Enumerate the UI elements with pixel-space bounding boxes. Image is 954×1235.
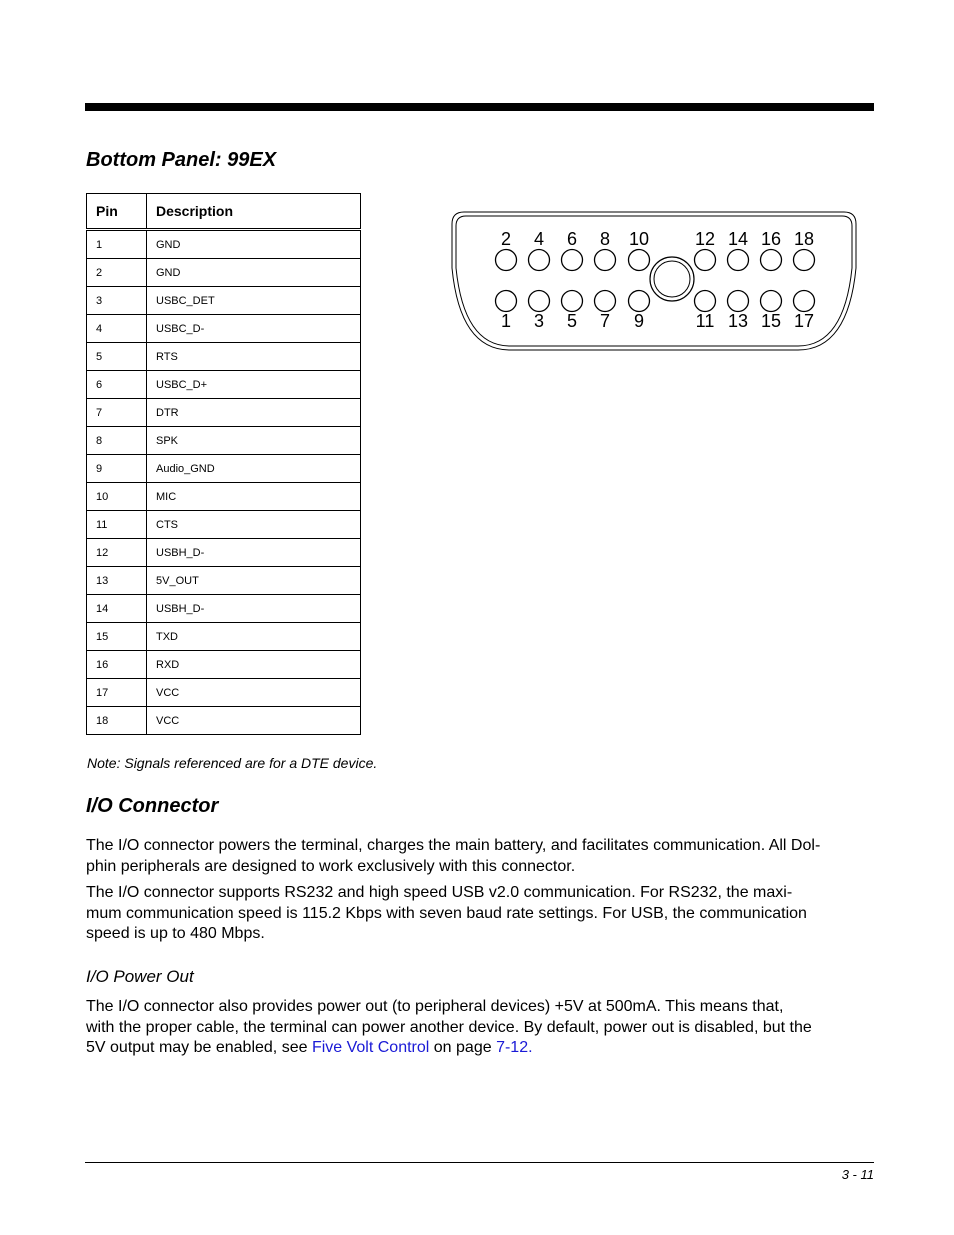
pin-number-cell: 3 [87, 287, 147, 315]
table-row [87, 623, 361, 651]
pin-number-cell: 12 [87, 539, 147, 567]
io-connector-paragraph-2 [86, 883, 878, 945]
power-line3-middle: on page [429, 1039, 497, 1056]
table-row [87, 455, 361, 483]
pin-description-cell: VCC [147, 679, 361, 707]
pin-label: 11 [695, 311, 715, 331]
pin-number-cell: 13 [87, 567, 147, 595]
pin-number-cell: 18 [87, 707, 147, 735]
pin-label: 15 [760, 311, 782, 331]
pin-number-cell: 11 [87, 511, 147, 539]
pin-hole [496, 291, 517, 312]
pin-description-cell: USBC_DET [147, 287, 361, 315]
pin-number-cell: 9 [87, 455, 147, 483]
five-volt-control-link[interactable]: Five Volt Control [311, 1039, 430, 1056]
pin-description-cell: GND [147, 230, 361, 259]
para2-line1: The I/O connector supports RS232 and high speed USB v2.0 communication. For RS232, the maxi- [86, 884, 793, 901]
pin-hole [562, 291, 583, 312]
pin-description-cell: VCC [147, 707, 361, 735]
pin-label: 3 [533, 311, 545, 331]
pin-description-cell: RTS [147, 343, 361, 371]
pin-label: 17 [793, 311, 815, 331]
pin-column-header: Pin [87, 194, 147, 230]
power-line1: The I/O connector also provides power out (to peripheral devices) +5V at 500mA. This means that, [86, 998, 784, 1015]
pin-label: 1 [500, 311, 512, 331]
io-connector-paragraph-1 [86, 836, 878, 877]
pin-number-cell: 16 [87, 651, 147, 679]
pin-hole [529, 291, 550, 312]
pin-description-cell: TXD [147, 623, 361, 651]
power-line3-prefix: 5V output may be enabled, see [86, 1039, 312, 1056]
section-title-bottom-panel: Bottom Panel: 99EX [86, 149, 277, 171]
pin-label: 13 [727, 311, 749, 331]
pin-label: 12 [694, 229, 716, 249]
top-rule [85, 103, 874, 111]
table-row [87, 230, 361, 259]
pin-number-cell: 17 [87, 679, 147, 707]
pin-number-cell: 14 [87, 595, 147, 623]
pin-hole [794, 250, 815, 271]
pin-hole [629, 291, 650, 312]
io-power-out-paragraph [86, 997, 878, 1059]
page-7-12-link[interactable]: 7-12. [496, 1039, 533, 1056]
pin-hole [728, 291, 749, 312]
table-note: Note: Signals referenced are for a DTE device. [87, 755, 378, 771]
table-row [87, 315, 361, 343]
table-row [87, 287, 361, 315]
pin-number-cell: 5 [87, 343, 147, 371]
pin-label: 5 [566, 311, 578, 331]
pin-table [86, 193, 361, 735]
pin-hole [629, 250, 650, 271]
pin-number-cell: 8 [87, 427, 147, 455]
pin-label: 18 [793, 229, 815, 249]
pin-description-cell: CTS [147, 511, 361, 539]
table-row [87, 539, 361, 567]
pin-hole [761, 250, 782, 271]
center-post [650, 257, 694, 301]
pin-label: 8 [599, 229, 611, 249]
table-row [87, 259, 361, 287]
pin-number-cell: 10 [87, 483, 147, 511]
pin-number-cell: 7 [87, 399, 147, 427]
para1-line1: The I/O connector powers the terminal, charges the main battery, and facilitates communication. All Dol- [86, 837, 821, 854]
pin-number-cell: 4 [87, 315, 147, 343]
description-column-header: Description [147, 194, 361, 230]
pin-hole [595, 250, 616, 271]
pin-label: 4 [533, 229, 545, 249]
pin-hole [595, 291, 616, 312]
table-row [87, 371, 361, 399]
table-row [87, 511, 361, 539]
pin-label: 9 [633, 311, 645, 331]
pin-hole [529, 250, 550, 271]
table-row [87, 707, 361, 735]
pin-hole [695, 250, 716, 271]
pin-hole [695, 291, 716, 312]
pin-description-cell: Audio_GND [147, 455, 361, 483]
pin-description-cell: GND [147, 259, 361, 287]
pin-label: 14 [727, 229, 749, 249]
pin-hole [728, 250, 749, 271]
table-row [87, 567, 361, 595]
pin-description-cell: SPK [147, 427, 361, 455]
table-row [87, 679, 361, 707]
table-row [87, 343, 361, 371]
pin-description-cell: RXD [147, 651, 361, 679]
pin-number-cell: 2 [87, 259, 147, 287]
pin-label: 10 [628, 229, 650, 249]
pin-description-cell: USBH_D- [147, 595, 361, 623]
pin-hole [496, 250, 517, 271]
pin-description-cell: 5V_OUT [147, 567, 361, 595]
table-row [87, 427, 361, 455]
pin-description-cell: USBC_D- [147, 315, 361, 343]
pin-label: 2 [500, 229, 512, 249]
pin-hole [794, 291, 815, 312]
pin-label: 6 [566, 229, 578, 249]
table-row [87, 651, 361, 679]
table-row [87, 483, 361, 511]
pin-table-header [87, 194, 361, 230]
pin-number-cell: 15 [87, 623, 147, 651]
para2-line3: speed is up to 480 Mbps. [86, 925, 265, 942]
section-title-io-connector: I/O Connector [86, 795, 219, 817]
bottom-rule [85, 1162, 874, 1163]
pin-description-cell: USBH_D- [147, 539, 361, 567]
pin-number-cell: 6 [87, 371, 147, 399]
pin-description-cell: MIC [147, 483, 361, 511]
para1-line2: phin peripherals are designed to work exclusively with this connector. [86, 857, 576, 875]
pin-label: 16 [760, 229, 782, 249]
pin-hole [562, 250, 583, 271]
io-connector-diagram [448, 208, 860, 354]
pin-description-cell: USBC_D+ [147, 371, 361, 399]
table-row [87, 399, 361, 427]
pin-number-cell: 1 [87, 230, 147, 259]
center-post-inner [654, 261, 690, 297]
pin-label: 7 [599, 311, 611, 331]
page-number: 3 - 11 [841, 1167, 874, 1182]
power-line2: with the proper cable, the terminal can power another device. By default, power out is disabled, but the [86, 1018, 812, 1036]
para2-line2: mum communication speed is 115.2 Kbps with seven baud rate settings. For USB, the communication [86, 904, 807, 922]
pin-hole [761, 291, 782, 312]
table-row [87, 595, 361, 623]
subsection-title-io-power-out: I/O Power Out [86, 967, 194, 986]
pin-description-cell: DTR [147, 399, 361, 427]
